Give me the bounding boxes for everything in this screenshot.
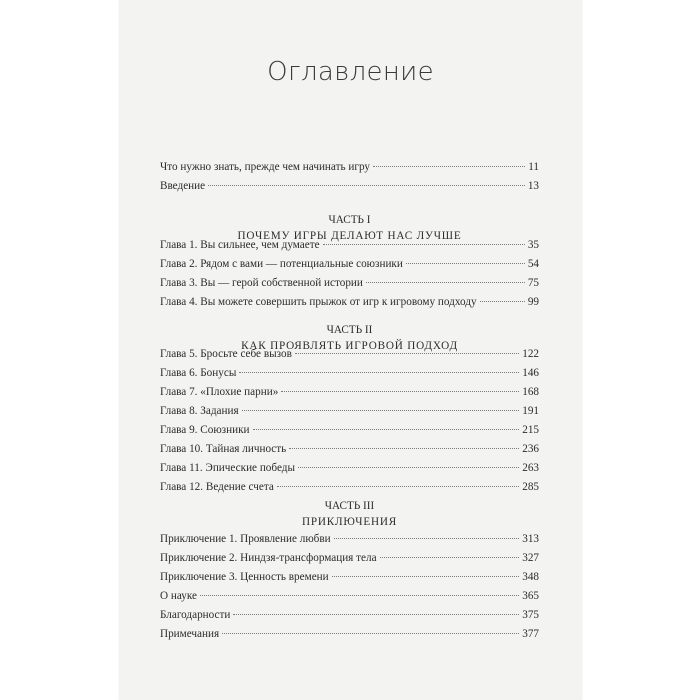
toc-entry-page: 99 [527,296,539,308]
toc-entry[interactable] [160,587,539,605]
toc-entry-page: 13 [527,180,539,192]
dot-leader [380,557,520,558]
toc-entry-label: Примечания [160,628,220,640]
toc-entry-label: Глава 4. Вы можете совершить прыжок от игр к игровому подходу [160,296,477,308]
part-label: ЧАСТЬ III [324,500,375,512]
toc-entry-label: Глава 2. Рядом с вами — потенциальные союзники [160,258,403,270]
toc-entry-label: О науке [160,590,197,602]
toc-entry[interactable] [160,236,539,254]
dot-leader [334,538,520,539]
dot-leader [323,244,525,245]
toc-entry-page: 313 [522,533,539,545]
dot-leader [208,185,525,186]
toc-entry-page: 11 [528,161,539,173]
toc-entry[interactable] [160,158,539,176]
dot-leader [295,353,519,354]
dot-leader [281,391,519,392]
toc-entry-label: Глава 12. Ведение счета [160,481,274,493]
dot-leader [406,263,525,264]
toc-entry-page: 75 [527,277,539,289]
toc-entry[interactable] [160,274,539,292]
toc-entry[interactable] [160,293,539,311]
toc-entry-label: Глава 9. Союзники [160,424,250,436]
toc-entry-page: 327 [522,552,539,564]
part-title: ПРИКЛЮЧЕНИЯ [301,516,398,528]
toc-entry-page: 377 [522,628,539,640]
dot-leader [233,614,519,615]
toc-entry[interactable] [160,345,539,363]
toc-entry-label: Глава 10. Тайная личность [160,443,287,455]
part-label: ЧАСТЬ I [328,214,371,226]
dot-leader [298,467,519,468]
toc-entry[interactable] [160,478,539,496]
part-heading [160,498,539,530]
toc-entry-label: Глава 5. Бросьте себе вызов [160,348,292,360]
toc-entry[interactable] [160,364,539,382]
toc-entry[interactable] [160,568,539,586]
toc-entry[interactable] [160,440,539,458]
dot-leader [242,410,520,411]
toc-entry[interactable] [160,177,539,195]
toc-entry-page: 146 [522,367,539,379]
toc-entry[interactable] [160,255,539,273]
toc-entry-page: 263 [522,462,539,474]
dot-leader [200,595,519,596]
part-title: ПОЧЕМУ ИГРЫ ДЕЛАЮТ НАС ЛУЧШЕ [237,230,462,242]
toc-entry-page: 215 [522,424,539,436]
toc-entry-label: Глава 7. «Плохие парни» [160,386,279,398]
toc-entry-label: Глава 6. Бонусы [160,367,237,379]
dot-leader [366,282,525,283]
toc-entry[interactable] [160,402,539,420]
toc-entry-page: 122 [522,348,539,360]
toc-entry-page: 191 [522,405,539,417]
dot-leader [222,633,519,634]
toc-entry[interactable] [160,383,539,401]
toc-entry[interactable] [160,421,539,439]
toc-entry-page: 236 [522,443,539,455]
toc-entry-page: 285 [522,481,539,493]
toc-entry-page: 348 [522,571,539,583]
toc-entry-label: Приключение 2. Ниндзя-трансформация тела [160,552,377,564]
toc-entry-page: 54 [527,258,539,270]
toc-entry-label: Введение [160,180,206,192]
toc-entry-label: Приключение 3. Ценность времени [160,571,329,583]
toc-entry-page: 375 [522,609,539,621]
toc-entry-label: Благодарности [160,609,231,621]
dot-leader [277,486,519,487]
page-title: Оглавление [267,57,434,87]
dot-leader [253,429,520,430]
toc-entry-label: Что нужно знать, прежде чем начинать игру [160,161,370,173]
part-title: КАК ПРОЯВЛЯТЬ ИГРОВОЙ ПОДХОД [241,340,458,352]
dot-leader [373,166,525,167]
toc-entry-label: Приключение 1. Проявление любви [160,533,331,545]
book-page [119,0,582,700]
toc-entry-page: 365 [522,590,539,602]
toc-entry-label: Глава 11. Эпические победы [160,462,295,474]
dot-leader [239,372,519,373]
dot-leader [332,576,520,577]
part-label: ЧАСТЬ II [326,324,373,336]
toc-entry[interactable] [160,606,539,624]
toc-entry-label: Глава 3. Вы — герой собственной истории [160,277,363,289]
dot-leader [480,301,525,302]
dot-leader [289,448,519,449]
toc-entry[interactable] [160,459,539,477]
toc-entry[interactable] [160,530,539,548]
toc-entry-label: Глава 1. Вы сильнее, чем думаете [160,239,320,251]
toc-entry-label: Глава 8. Задания [160,405,239,417]
toc-entry-page: 35 [527,239,539,251]
toc-entry[interactable] [160,625,539,643]
toc-entry-page: 168 [522,386,539,398]
toc-entry[interactable] [160,549,539,567]
